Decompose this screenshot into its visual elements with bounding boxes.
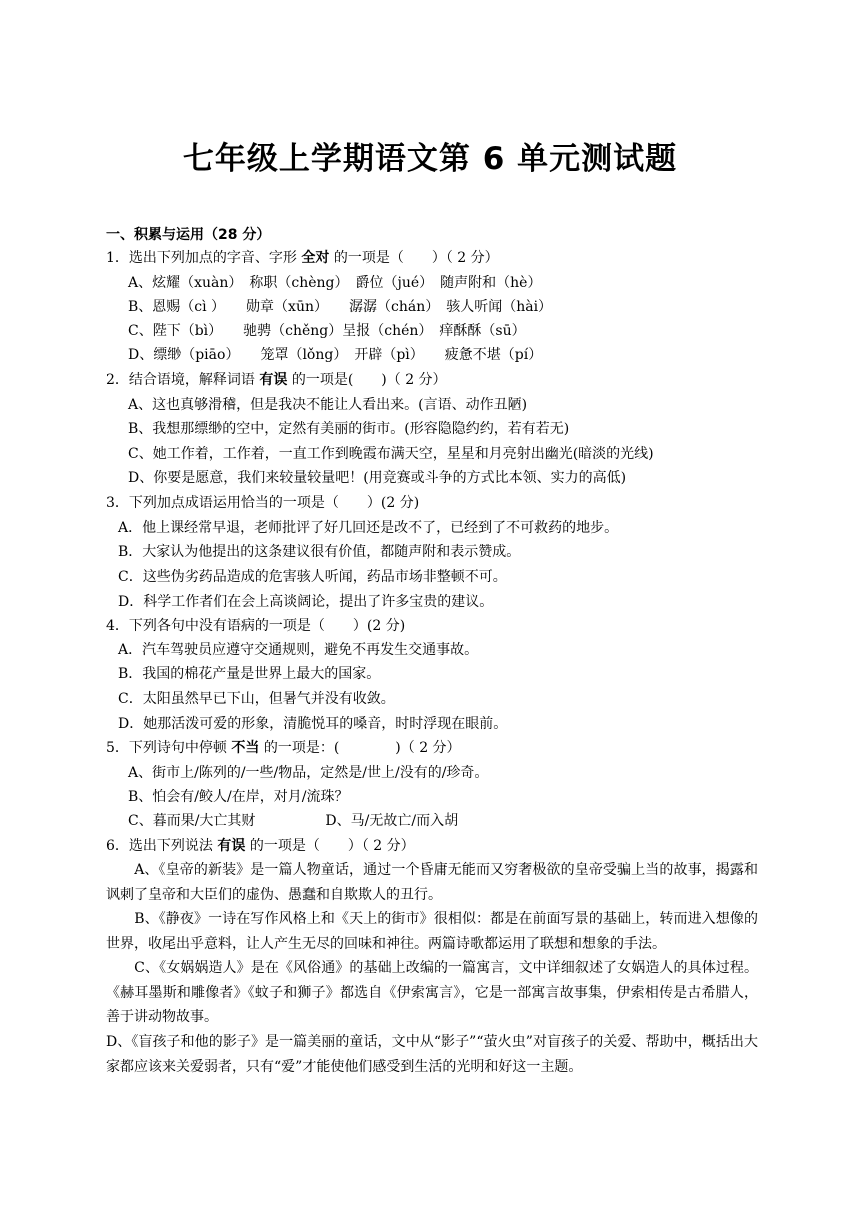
question-6-stem <box>106 837 766 855</box>
section-heading: 一、积累与运用（28 分） <box>106 227 271 243</box>
question-1-option-d: D、缥缈（piāo） 笼罩（lǒng） 开辟（pì） 疲惫不堪（pí） <box>128 347 543 363</box>
question-4-option-b: B．我国的棉花产量是世界上最大的国家。 <box>118 666 381 682</box>
question-2-stem <box>106 371 766 389</box>
question-1-stem <box>106 249 766 267</box>
question-2-option-b: B、我想那缥缈的空中，定然有美丽的街市。(形容隐隐约约，若有若无) <box>128 421 570 437</box>
question-2-option-d: D、你要是愿意，我们来较量较量吧！(用竞赛或斗争的方式比本领、实力的高低) <box>128 470 627 486</box>
question-6-option-d: D、《盲孩子和他的影子》是一篇美丽的童话，文中从“影子”“萤火虫”对盲孩子的关爱、帮助中，概括出大家都应该来关爱弱者，只有“爱”才能使他们感受到生活的光明和好这一主题。 <box>106 1034 758 1075</box>
question-2-option-c: C、她工作着，工作着，一直工作到晚霞布满天空，星星和月亮射出幽光(暗淡的光线) <box>128 446 654 462</box>
question-1-emphasis: 全对 <box>301 250 330 266</box>
question-5-emphasis: 不当 <box>231 740 260 756</box>
question-1-stem-b: 的一项是（ ）（ 2 分） <box>333 250 499 266</box>
question-6-stem-a: 6．选出下列说法 <box>106 838 213 854</box>
question-5-option-b: B、怕会有/鲛人/在岸，对月/流珠？ <box>128 789 349 805</box>
question-5-option-cd: C、暮而果/大亡其财 D、马/无故亡/而入胡 <box>128 813 459 829</box>
question-1-option-a: A、炫耀（xuàn） 称职（chèng） 爵位（jué） 随声附和（hè） <box>128 275 542 291</box>
question-5-stem <box>106 739 766 757</box>
question-4-option-a: A．汽车驾驶员应遵守交通规则，避免不再发生交通事故。 <box>118 642 479 658</box>
question-2-emphasis: 有误 <box>259 372 288 388</box>
question-3-stem: 3．下列加点成语运用恰当的一项是（ ）(2 分) <box>106 495 420 511</box>
question-1-option-b: B、恩赐（cì ） 勋章（xūn） 潺潺（chán） 骇人听闻（hài） <box>128 299 553 315</box>
question-2-stem-a: 2．结合语境，解释词语 <box>106 372 255 388</box>
question-6-option-a: A、《皇帝的新装》是一篇人物童话，通过一个昏庸无能而又穷奢极欲的皇帝受骗上当的故事，揭露和讽刺了皇帝和大臣们的虚伪、愚蠢和自欺欺人的丑行。 <box>106 862 758 903</box>
question-5-stem-a: 5．下列诗句中停顿 <box>106 740 227 756</box>
question-3-option-b: B．大家认为他提出的这条建议很有价值，都随声附和表示赞成。 <box>118 544 521 560</box>
question-6-option-c: C、《女娲娲造人》是在《风俗通》的基础上改编的一篇寓言，文中详细叙述了女娲造人的具体过程。《赫耳墨斯和雕像者》《蚊子和狮子》都选自《伊索寓言》，它是一部寓言故事集，伊索相传是古希腊人，善于讲动物故事。 <box>106 960 758 1025</box>
question-6-stem-b: 的一项是（ ）（ 2 分） <box>249 838 415 854</box>
question-2-stem-b: 的一项是( )（ 2 分） <box>291 372 447 388</box>
question-5-option-a: A、街市上/陈列的/一些/物品，定然是/世上/没有的/珍奇。 <box>128 765 489 781</box>
question-2-option-a: A、这也真够滑稽，但是我决不能让人看出来。(言语、动作丑陋) <box>128 397 528 413</box>
question-1-stem-a: 1．选出下列加点的字音、字形 <box>106 250 297 266</box>
question-3-option-a: A．他上课经常早退，老师批评了好几回还是改不了，已经到了不可救药的地步。 <box>118 520 619 536</box>
question-1-option-c: C、陛下（bì） 驰骋（chěng）呈报（chén） 痒酥酥（sū） <box>128 323 526 339</box>
question-4-stem: 4．下列各句中没有语病的一项是（ ）(2 分) <box>106 618 406 634</box>
page-title: 七年级上学期语文第 6 单元测试题 <box>182 141 678 177</box>
question-3-option-c: C．这些伪劣药品造成的危害骇人听闻，药品市场非整顿不可。 <box>118 569 507 585</box>
question-6-emphasis: 有误 <box>217 838 246 854</box>
question-6-option-b: B、《静夜》一诗在写作风格上和《天上的街市》很相似：都是在前面写景的基础上，转而进入想像的世界，收尾出乎意料，让人产生无尽的回味和神往。两篇诗歌都运用了联想和想象的手法。 <box>106 911 758 952</box>
question-3-option-d: D．科学工作者们在会上高谈阔论，提出了许多宝贵的建议。 <box>118 594 494 610</box>
question-5-stem-b: 的一项是：( )（ 2 分） <box>263 740 461 756</box>
question-4-option-c: C．太阳虽然早已下山，但暑气并没有收敛。 <box>118 691 395 707</box>
question-4-option-d: D．她那活泼可爱的形象，清脆悦耳的嗓音，时时浮现在眼前。 <box>118 716 508 732</box>
